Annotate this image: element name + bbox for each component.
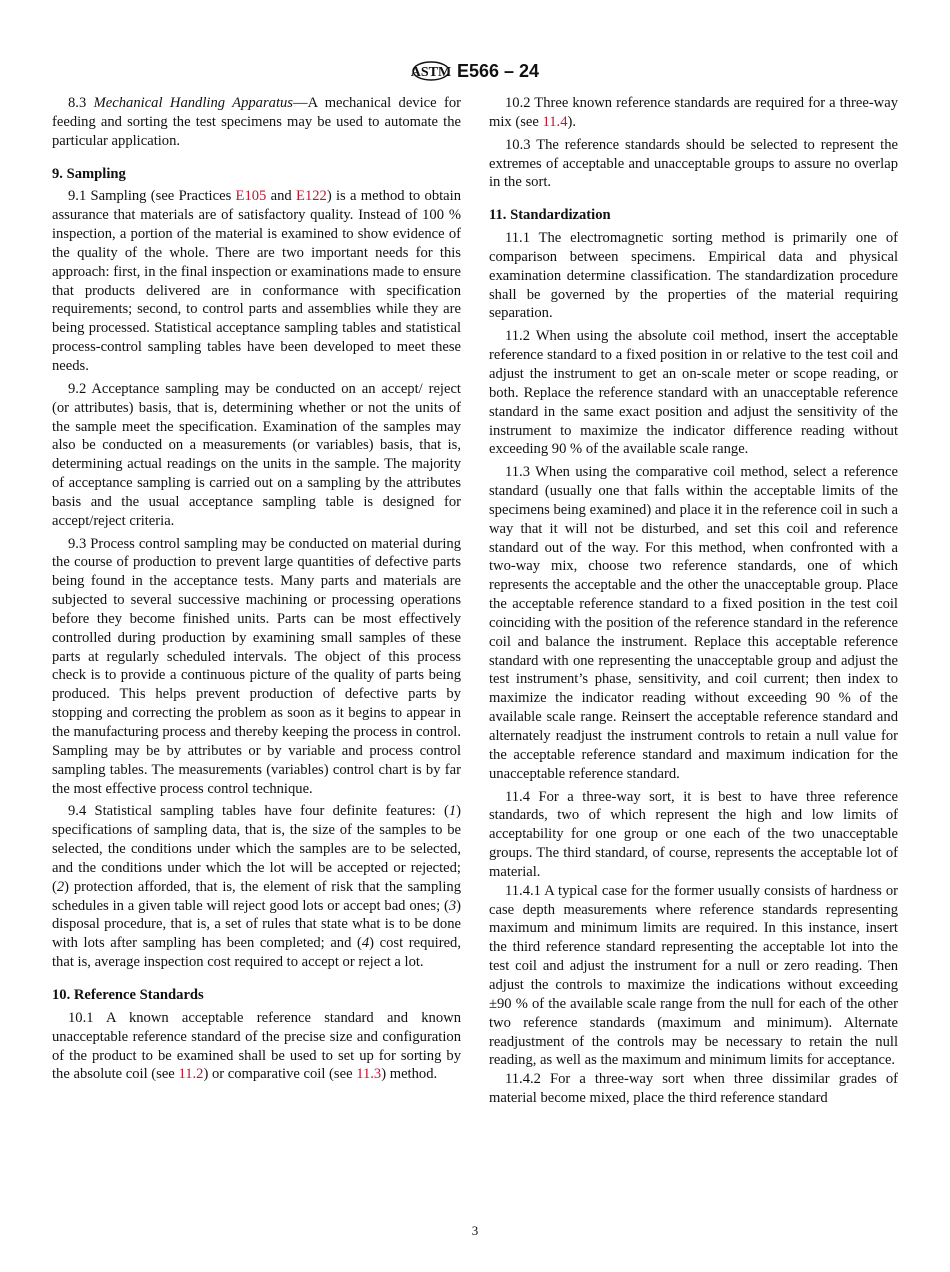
paragraph [52,380,461,531]
italic-text: 4 [361,935,370,952]
text: 11.2 When using the absolute coil method, insert the acceptable reference standard to a fixed position in or relative to the test coil and adjust the instrument to get an on-scale meter or scope reading, or both. Replace the reference standard with an unacceptable reference standard in the same exact position and adjust the sensitivity of the instrument to maximize the indicator difference reading without exceeding 90 % of the available scale range. [489,328,898,458]
page-number: 3 [471,1223,479,1238]
paragraph [489,327,898,459]
text: 10.3 The reference standards should be selected to represent the extremes of acceptable and unacceptable groups to assure no overlap in the sort. [489,136,898,191]
paragraph [489,1070,898,1108]
text: ) protection afforded, that is, the element of risk that the sampling schedules in a given table will reject good lots or accept bad ones; ( [52,878,461,914]
text: ) is a method to obtain assurance that materials are of satisfactory quality. Instead of 100 % inspection, a portion of the material is examined to show evidence of the quality of the whole. There are two important needs for this approach: first, in the final inspection or examinations made to ensure that products delivered are in conformance with specification requirements; second, to control parts and assemblies while they are being processed. Statistical acceptance sampling tables and statistical process-control sampling tables have been developed to meet these needs. [52,188,461,374]
text: 9.2 Acceptance sampling may be conducted on an accept/ reject (or attributes) basis, that is, determining whether or not the units of the sample meet the specification. Examination of the samples may also be conducted on a measurements (or variables) basis, that is, determining actual readings on the units in the sample. The majority of acceptance sampling is carried out on a sampling by the attributes basis and the usual acceptance sampling table is designed for accept/reject criteria. [52,380,461,529]
reference-link[interactable]: 11.2 [178,1066,204,1083]
text: ) specifications of sampling data, that is, the size of the samples to be selected, the conditions under which the samples are to be selected, and the conditions under which the lot will be accepted or rejected; ( [52,803,461,895]
left-column [52,94,461,1088]
paragraph [52,1009,461,1084]
reference-link[interactable]: E122 [296,188,327,205]
paragraph [489,882,898,1070]
svg-text:ASTM: ASTM [410,65,451,80]
page-header [0,56,950,86]
text: —A mechanical device for feeding and sorting the test specimens may be used to automate the particular application. [52,95,462,149]
paragraph [489,788,898,882]
italic-text: 2 [56,878,65,895]
text: ) disposal procedure, that is, a set of rules that state what is to be done with lots after sampling has been completed; and ( [52,897,461,952]
paragraph [52,187,461,375]
section-heading: 10. Reference Standards [52,986,204,1003]
text: 8.3 [68,95,94,111]
text: 9.3 Process control sampling may be conducted on material during the course of production to prevent large quantities of defective parts being found in the acceptance tests. Many parts and materials are subjected to several successive machining or processing operations before they become finished units. Parts can be most effectively controlled during production by examining small samples of these parts at regularly scheduled intervals. The object of this process check is to provide a continuous picture of the quality of parts being produced. This helps prevent production of defective parts by stopping and correcting the problem as soon as it begins to appear in the manufacturing process and thereby keeping the process in control. Sampling may be by attributes or by variable and process control sampling tables. The measurements (variables) control chart is by far the most effective process control technique. [52,535,461,797]
paragraph [52,802,461,972]
reference-link[interactable]: 11.4 [542,113,568,130]
right-column [489,94,898,1112]
text: and [266,188,297,205]
text: ) cost required, that is, average inspection cost required to accept or reject a lot. [52,935,461,971]
paragraph [52,94,461,151]
italic-text: Mechanical Handling Apparatus [93,95,293,111]
italic-text: 3 [448,897,457,914]
text: 10.1 A known acceptable reference standard and known unacceptable reference standard of the precise size and configuration of the product to be examined shall be used to set up for sorting by the absolute coil (see [52,1009,461,1083]
text: 11.4 For a three-way sort, it is best to have three reference standards, two of which represent the high and low limits of acceptability for one group or one each of the two unacceptable groups. The third standard, of course, represents the acceptable lot of material. [489,788,898,880]
reference-link[interactable]: E105 [235,188,267,205]
text: 11.4.2 For a three-way sort when three dissimilar grades of material become mixed, place the third reference standard [489,1071,898,1107]
text: 10.2 Three known reference standards are required for a three-way mix (see [489,95,898,130]
paragraph [489,463,898,783]
text: ) or comparative coil (see [203,1066,357,1083]
text: ). [567,113,577,130]
paragraph [489,229,898,323]
paragraph [489,94,898,132]
text: ) method. [381,1066,438,1083]
section-heading: 9. Sampling [52,165,126,182]
text: 9.1 Sampling (see Practices [68,188,236,205]
text: 11.3 When using the comparative coil method, select a reference standard (usually one that falls within the acceptable limits of the specimens being examined) and place it in the reference coil in such a way that it will not be disturbed, and set this coil and reference standard out of the way. For this method, when confronted with a two-way mix, choose two reference standards, one of which represents the acceptable and the other the unacceptable group. Place the acceptable reference standard to a fixed position in the test coil coinciding with the position of the reference standard in the reference coil and balance the instrument. Replace this acceptable reference standard with one representing the unacceptable group and adjust the test instrument’s phase, sensitivity, and coil current; then index to maximize the indicator reading without exceeding 90 % of the available scale range. Reinsert the acceptable reference standard and alternately readjust the instrument controls to retain a null value for the acceptable reference standard and maximum indication for the unacceptable reference standard. [489,464,898,782]
section-heading: 11. Standardization [489,207,611,224]
reference-link[interactable]: 11.3 [356,1066,382,1083]
document-id: E566 – 24 [456,60,540,81]
text: 11.1 The electromagnetic sorting method is primarily one of comparison between specimens. Empirical data and physical examination determine classification. The standardization procedure shall be governed by the properties of the material requiring separation. [489,230,898,322]
paragraph [52,535,461,799]
astm-logo-icon [411,56,451,86]
text: 9.4 Statistical sampling tables have four definite features: ( [68,803,449,820]
paragraph [489,136,898,193]
italic-text: 1 [448,803,457,820]
text: 11.4.1 A typical case for the former usually consists of hardness or case depth measurements where reference standards representing maximum and minimum limits are required. In this instance, insert the third reference standard representing the acceptable lot into the test coil and adjust the instrument for a null or zero reading. Then adjust the controls to maximize the indications without exceeding ±90 % of the available scale range from the null for each of the other two reference standards (maximum and minimum). Alternate readjustment of the controls may be necessary to retain the null reading, as well as the maximum and minimum limits for acceptance. [489,882,898,1069]
